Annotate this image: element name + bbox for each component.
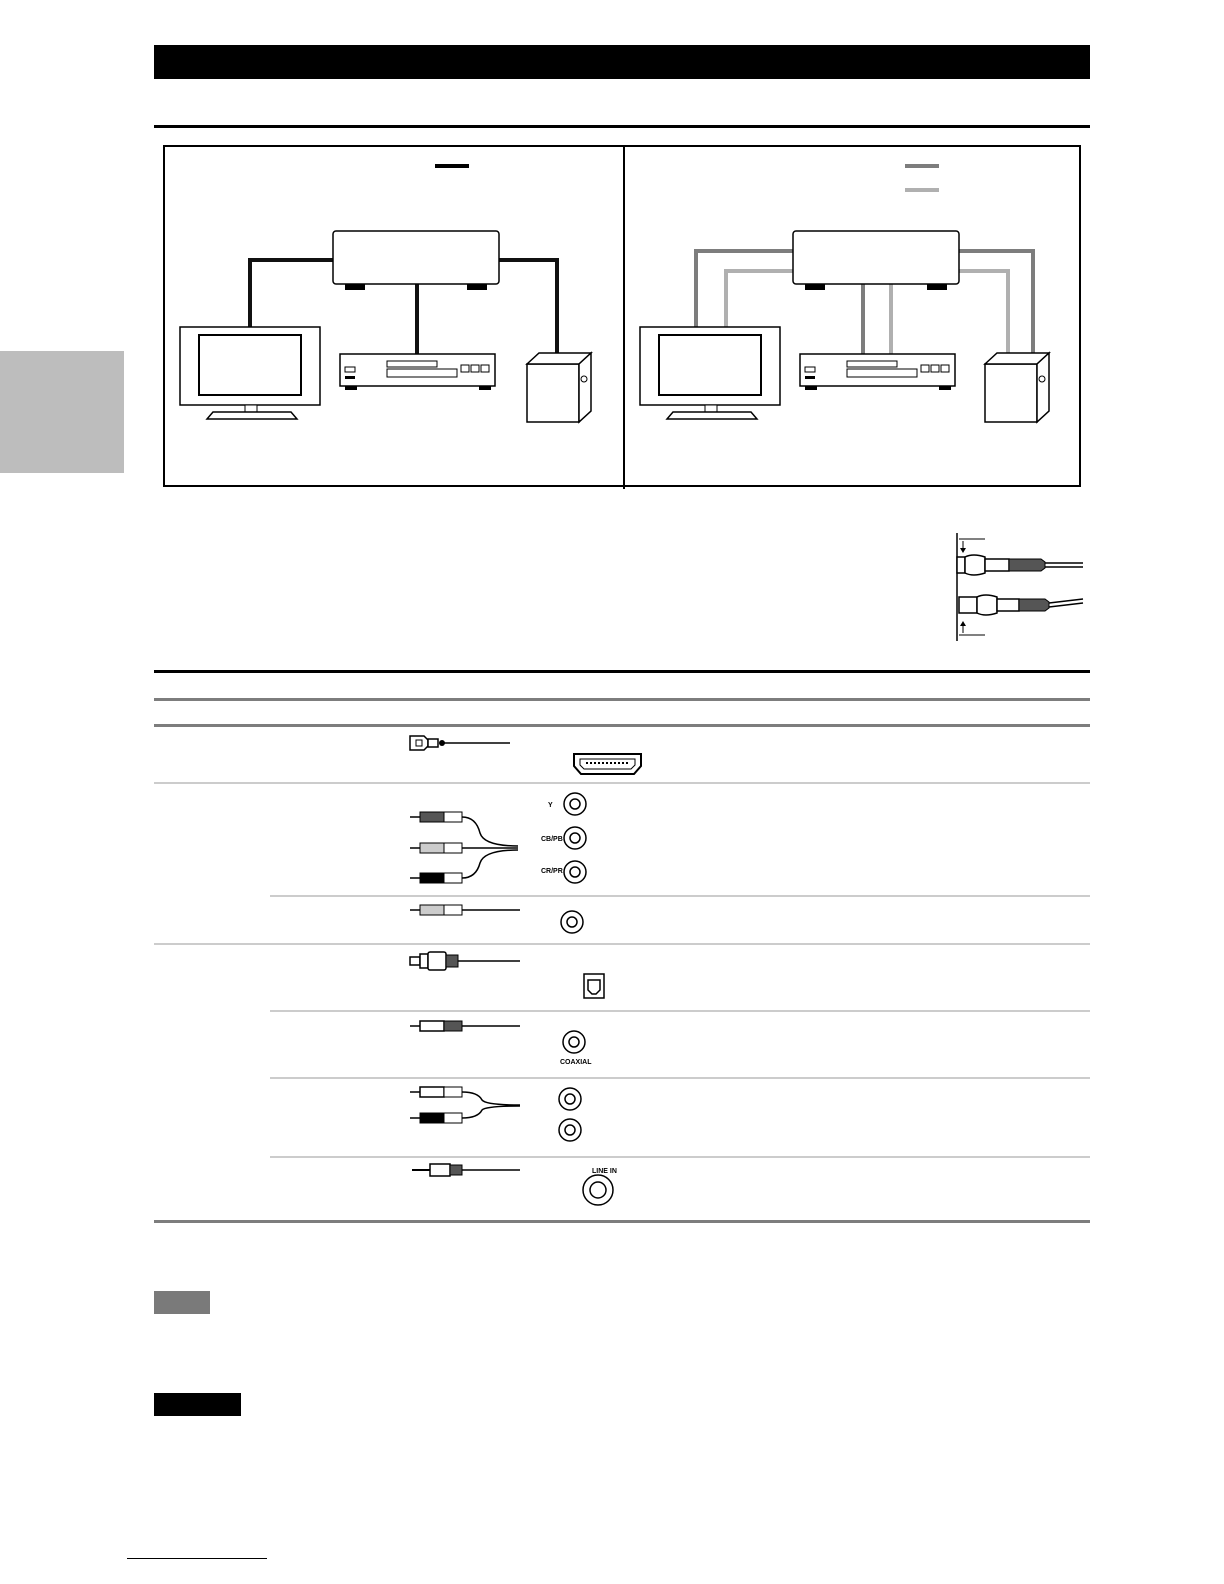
line-in-jack-icon <box>583 1168 617 1205</box>
jack-label-y: Y <box>548 802 553 809</box>
coaxial-jack-icon <box>560 1031 592 1066</box>
disc-player-icon <box>800 354 955 390</box>
connection-table <box>154 698 1090 1224</box>
table-section-rule <box>154 670 1090 673</box>
speaker-icon <box>527 353 591 422</box>
connection-diagram-svg <box>165 147 1083 489</box>
cable-video-receiver-speaker <box>959 251 1033 354</box>
stereo-rca-plugs-icon <box>410 1087 520 1123</box>
disc-player-icon <box>340 354 495 390</box>
hdmi-jack-icon <box>574 754 641 774</box>
jack-label-line-in: LINE IN <box>592 1168 617 1175</box>
mini-plug-icon <box>412 1164 520 1176</box>
composite-plug-icon <box>410 905 520 915</box>
connection-diagram <box>163 145 1081 487</box>
footer-rule <box>127 1558 267 1559</box>
hdmi-plug-icon <box>410 736 510 750</box>
cable-audio-receiver-speaker <box>959 271 1008 354</box>
right-panel-analog-diagram <box>640 166 1049 422</box>
cable-receiver-speaker <box>499 260 557 354</box>
title-rule <box>154 125 1090 128</box>
jack-label-cr-pr: CR/PR <box>541 868 563 875</box>
left-panel-hdmi-diagram <box>180 166 591 422</box>
rca-plug-loose <box>959 595 1083 615</box>
tv-icon <box>180 327 320 419</box>
table-bottom-rule <box>154 1220 1090 1223</box>
rca-jack-icon <box>561 911 583 933</box>
table-header-top-rule <box>154 698 1090 701</box>
connection-table-svg <box>154 698 1090 1224</box>
chapter-side-tab <box>0 351 124 473</box>
component-plugs-icon <box>410 812 518 883</box>
jack-label-coaxial: COAXIAL <box>560 1059 592 1066</box>
note-badge <box>154 1291 210 1314</box>
caution-badge <box>154 1393 241 1416</box>
optical-plug-icon <box>410 952 520 970</box>
av-receiver-icon <box>333 231 499 290</box>
av-receiver-icon <box>793 231 959 290</box>
cable-receiver-tv <box>250 260 333 327</box>
speaker-icon <box>985 353 1049 422</box>
rca-plug-insertion-illustration <box>945 533 1095 641</box>
stereo-rca-jacks-icon <box>559 1088 581 1141</box>
optical-jack-icon <box>584 974 604 998</box>
component-jacks-icon <box>541 793 586 883</box>
rca-plug-inserted <box>957 555 1083 575</box>
table-header-bottom-rule <box>154 724 1090 727</box>
coaxial-plug-icon <box>410 1021 520 1031</box>
tv-icon <box>640 327 780 419</box>
cable-video-receiver-tv <box>696 251 793 327</box>
section-header-bar <box>154 45 1090 79</box>
cable-audio-receiver-tv <box>726 271 793 327</box>
jack-label-cb-pb: CB/PB <box>541 836 563 843</box>
